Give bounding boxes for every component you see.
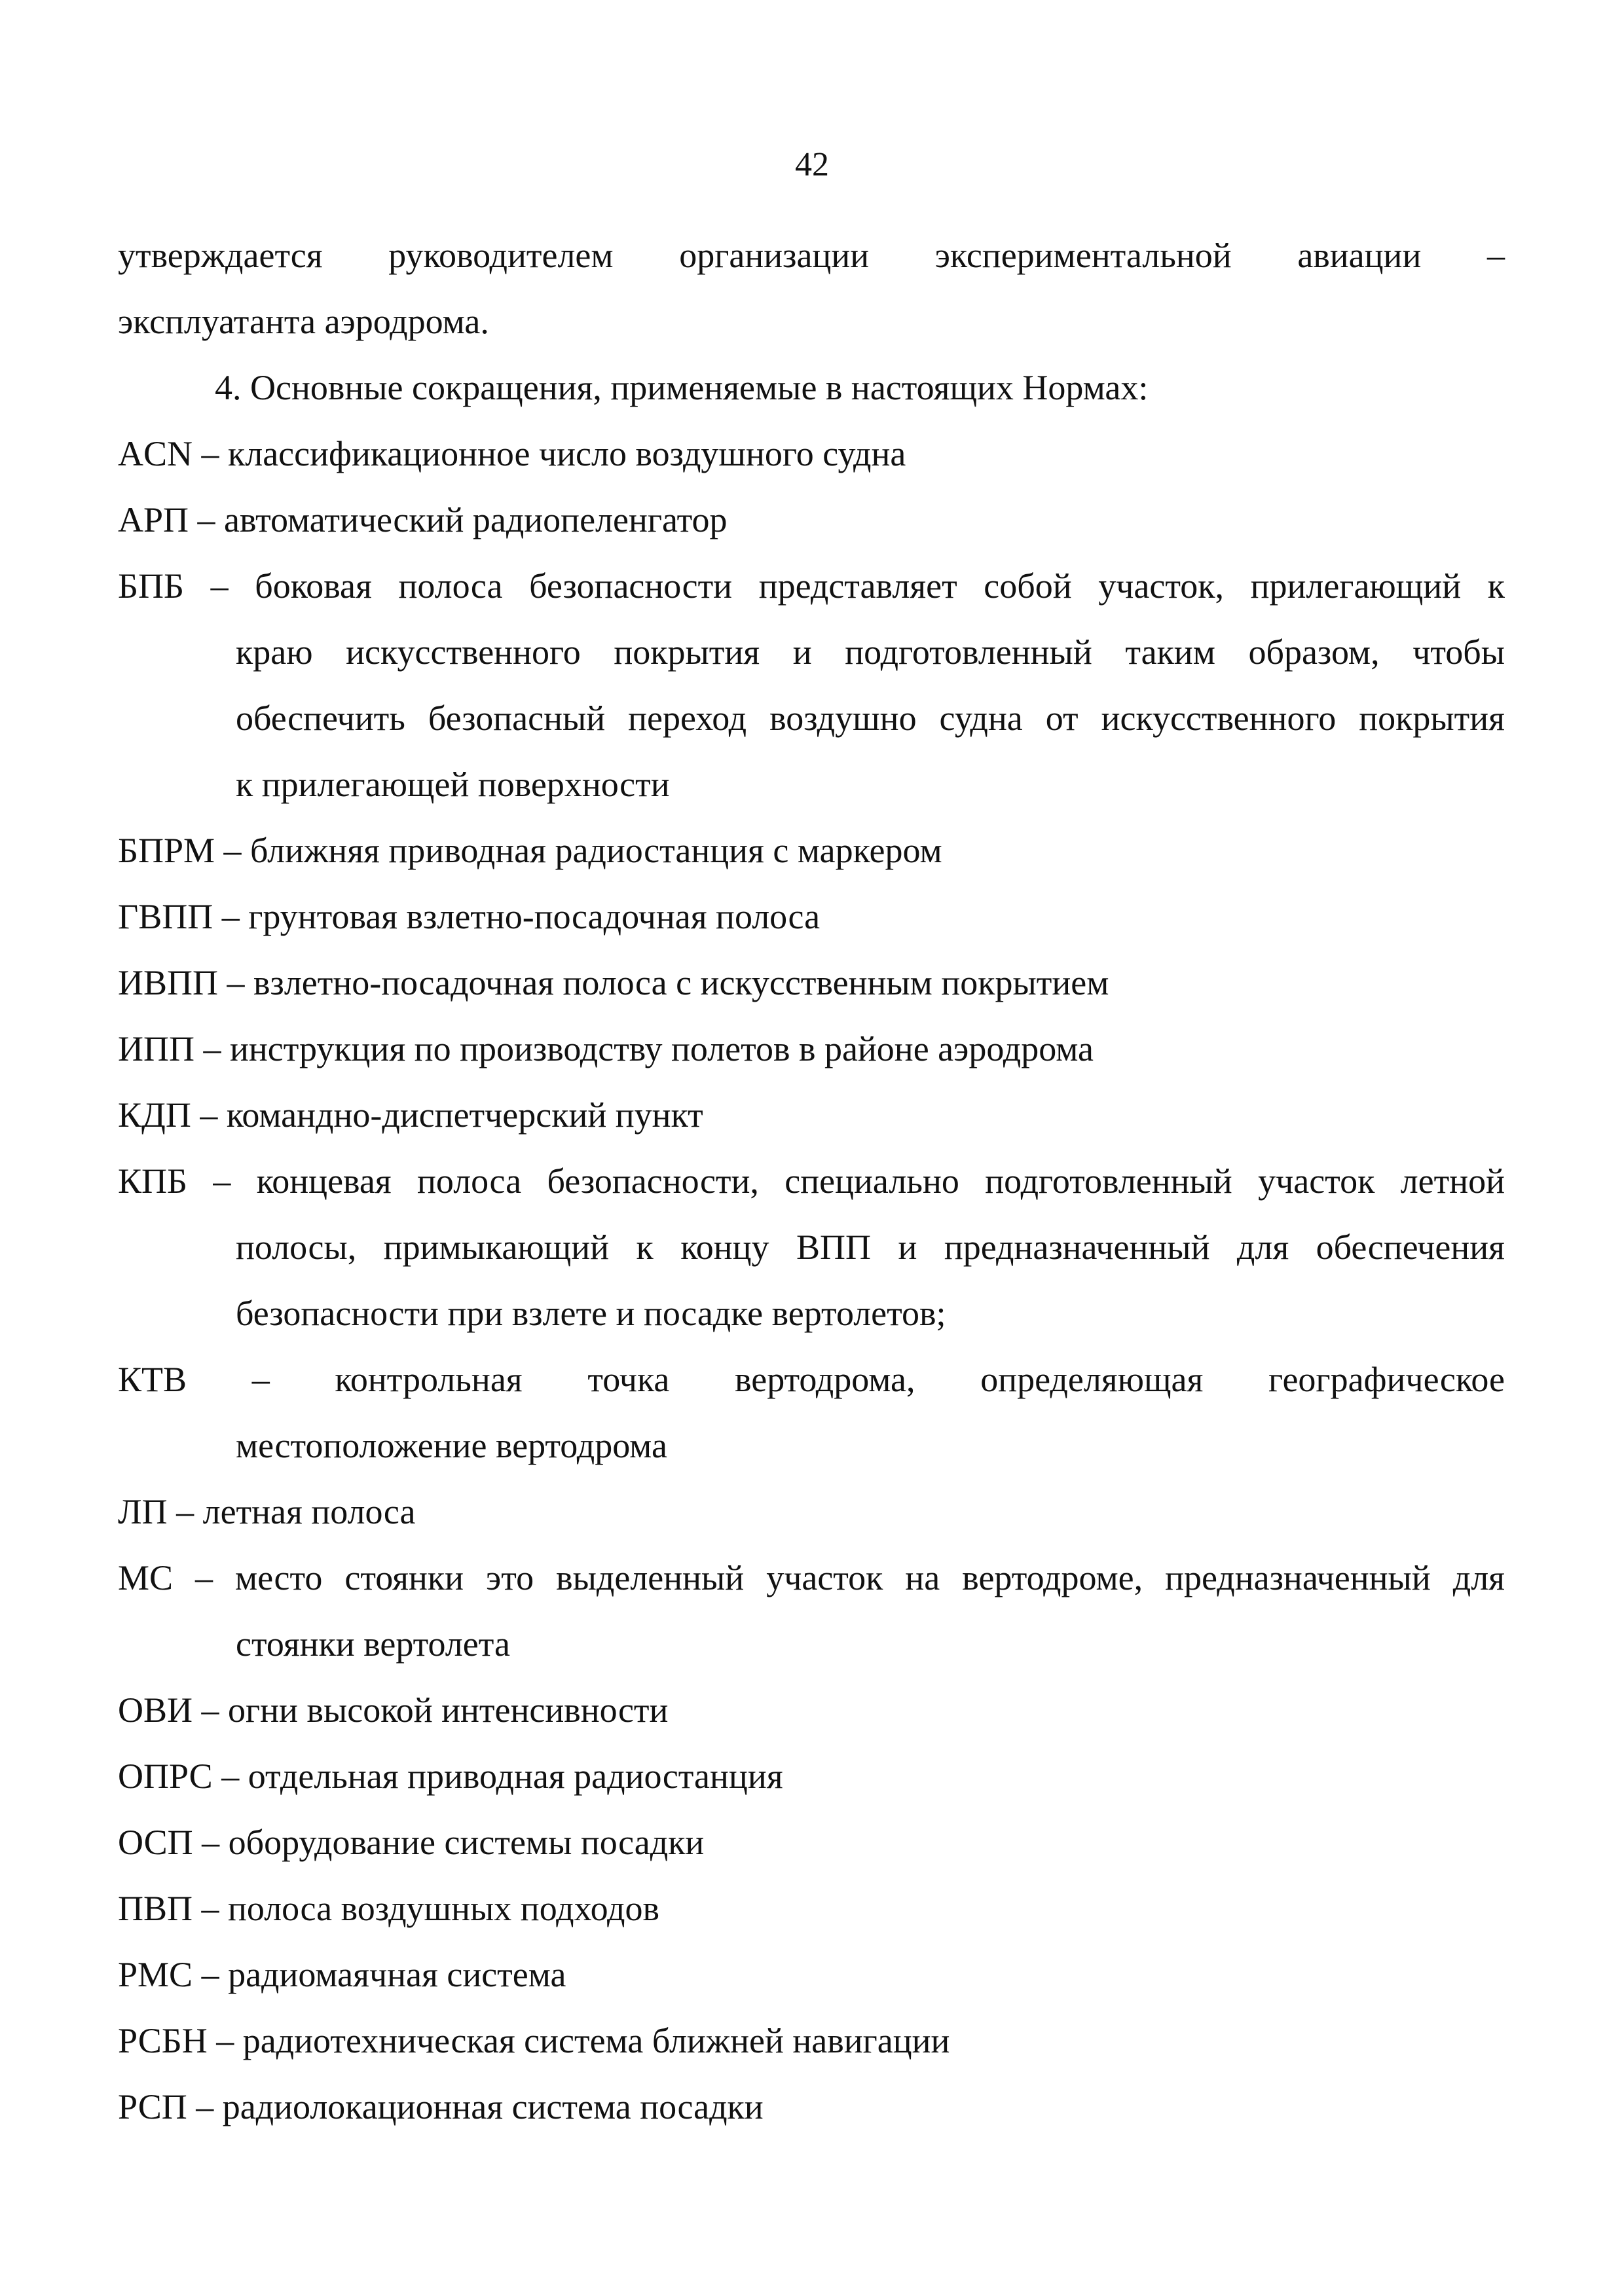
abbr-gvpp: ГВПП – грунтовая взлетно-посадочная полоса — [118, 897, 821, 936]
abbr-bpb-line-1: БПБ – боковая полоса безопасности представляет собой участок, прилегающий к — [118, 566, 1505, 606]
abbr-rsbn: РСБН – радиотехническая система ближней навигации — [118, 2021, 950, 2060]
abbr-pvp: ПВП – полоса воздушных подходов — [118, 1889, 659, 1928]
abbr-ivpp: ИВПП – взлетно-посадочная полоса с искусственным покрытием — [118, 963, 1109, 1002]
page-number: 42 — [795, 146, 829, 183]
abbr-kpb-line-3: безопасности при взлете и посадке вертолетов; — [236, 1294, 946, 1333]
abbr-ms-line-2: стоянки вертолета — [236, 1624, 510, 1664]
abbr-lp: ЛП – летная полоса — [118, 1492, 416, 1531]
abbr-kpb-line-1: КПБ – концевая полоса безопасности, специально подготовленный участок летной — [118, 1161, 1505, 1201]
abbr-acn: ACN – классификационное число воздушного судна — [118, 434, 906, 473]
abbr-oprs: ОПРС – отдельная приводная радиостанция — [118, 1757, 783, 1796]
abbr-ipp: ИПП – инструкция по производству полетов в районе аэродрома — [118, 1029, 1094, 1068]
intro-line-2: эксплуатанта аэродрома. — [118, 302, 489, 341]
abbr-ms-line-1: МС – место стоянки это выделенный участок на вертодроме, предназначенный для — [118, 1558, 1505, 1597]
abbr-osp: ОСП – оборудование системы посадки — [118, 1823, 705, 1862]
abbr-bpb-line-2: краю искусственного покрытия и подготовленный таким образом, чтобы — [236, 632, 1505, 672]
section-heading: 4. Основные сокращения, применяемые в настоящих Нормах: — [215, 368, 1149, 407]
abbr-ovi: ОВИ – огни высокой интенсивности — [118, 1690, 669, 1730]
intro-line-1: утверждается руководителем организации экспериментальной авиации – — [118, 236, 1505, 275]
abbr-kpb-line-2: полосы, примыкающий к концу ВПП и предназначенный для обеспечения — [236, 1228, 1505, 1267]
abbr-kdp: КДП – командно-диспетчерский пункт — [118, 1095, 703, 1135]
abbr-rms: РМС – радиомаячная система — [118, 1955, 566, 1994]
abbr-bpb-line-3: обеспечить безопасный переход воздушно судна от искусственного покрытия — [236, 699, 1505, 738]
abbr-rsp: РСП – радиолокационная система посадки — [118, 2087, 764, 2126]
abbr-ktv-line-2: местоположение вертодрома — [236, 1426, 667, 1465]
abbr-ktv-line-1: КТВ – контрольная точка вертодрома, определяющая географическое — [118, 1360, 1505, 1399]
document-body — [118, 223, 1505, 2140]
abbr-arp: АРП – автоматический радиопеленгатор — [118, 500, 728, 539]
abbr-bprm: БПРМ – ближняя приводная радиостанция с маркером — [118, 831, 942, 870]
abbr-bpb-line-4: к прилегающей поверхности — [236, 765, 670, 804]
